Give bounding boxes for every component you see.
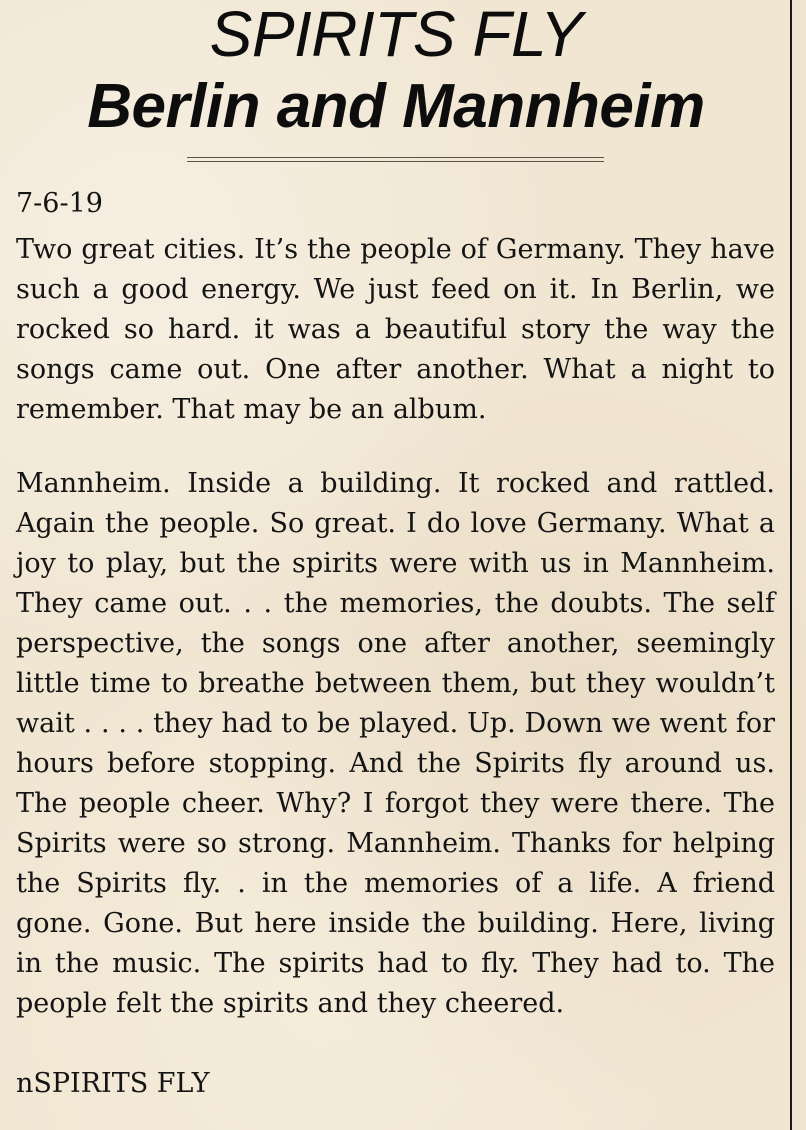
page-subtitle: Berlin and Mannheim [87, 72, 705, 141]
post-paragraph-mannheim: Mannheim. Inside a building. It rocked and rattled. Again the people. So great. I do love Germany. What a joy to play, but the spirits were with us in Mannheim. They came out. . . the memories, the doubts. The self perspective, the songs one after another, seemingly little time to breathe between them, but they wouldn’t wait . . . . they had to be played. Up. Down we went for hours before stopping. And the Spirits fly around us. The people cheer. Why? I forgot they were there. The Spirits were so strong. Mannheim. Thanks for helping the Spirits fly. . in the memories of a life. A friend gone. Gone. But here inside the building. Here, living in the music. The spirits had to fly. They had to. The people felt the spirits and they cheered. [16, 468, 775, 1019]
post-date: 7-6-19 [16, 188, 103, 219]
post-signoff: nSPIRITS FLY [16, 1068, 210, 1099]
post-paragraph-berlin: Two great cities. It’s the people of Germany. They have such a good energy. We just feed on it. In Berlin, we rocked so hard. it was a beautiful story the way the songs came out. One after another. What a night to remember. That may be an album. [16, 234, 775, 425]
title-divider [187, 157, 604, 162]
page-title: SPIRITS FLY [209, 0, 583, 70]
